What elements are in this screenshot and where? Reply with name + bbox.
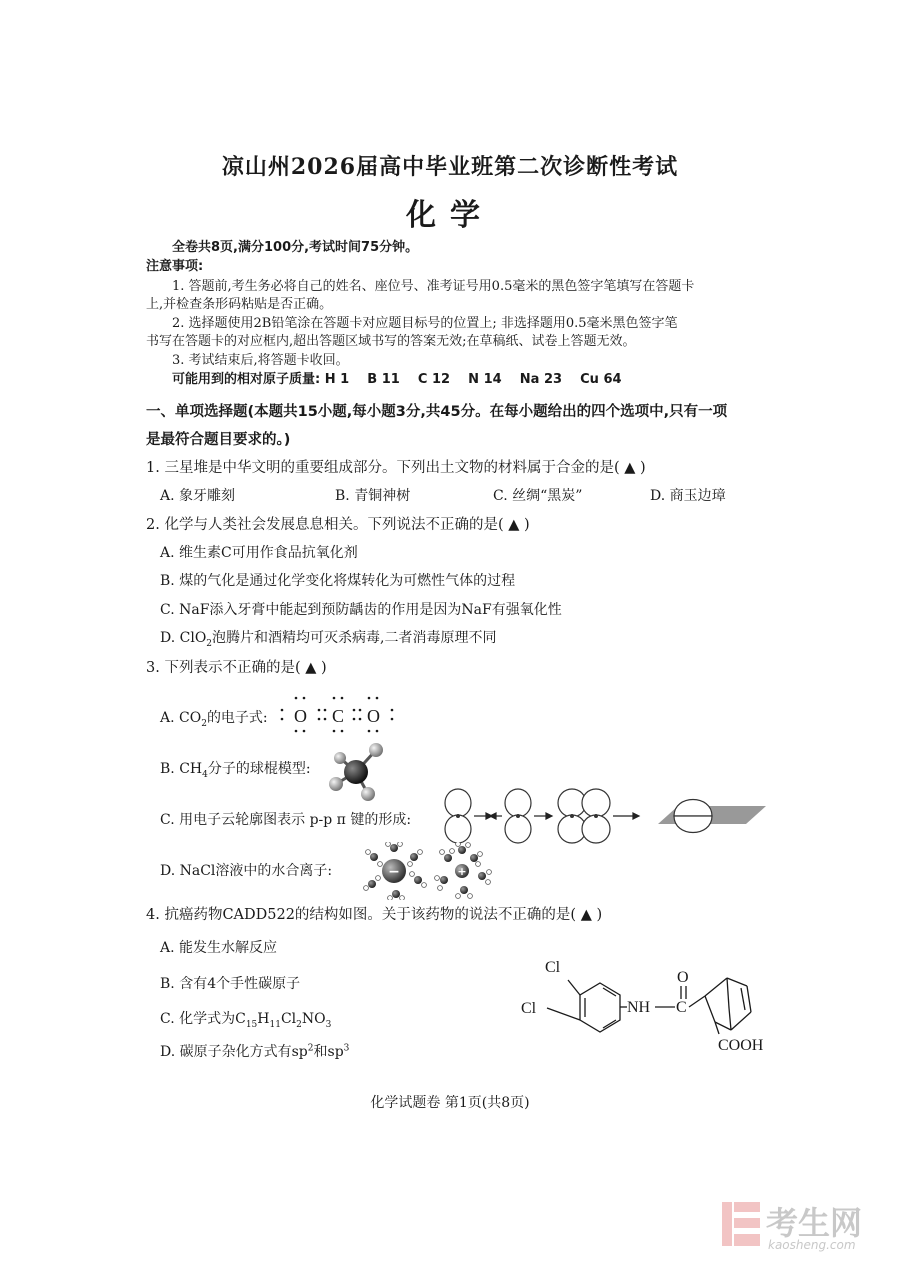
co2-atom-c: C <box>332 706 345 726</box>
exam-info: 全卷共8页,满分100分,考试时间75分钟。 <box>172 240 419 255</box>
atomic-masses: 可能用到的相对原子质量: H 1 B 11 C 12 N 14 Na 23 Cu 64 <box>172 372 622 387</box>
page-footer: 化学试题卷 第1页(共8页) <box>370 1095 530 1111</box>
q4-option-b: B. 含有4个手性碳原子 <box>160 976 301 992</box>
q2-option-b: B. 煤的气化是通过化学变化将煤转化为可燃性气体的过程 <box>160 573 516 589</box>
note-2b: 书写在答题卡的对应框内,超出答题区域书写的答案无效;在草稿纸、试卷上答题无效。 <box>146 334 636 349</box>
q1-option-d: D. 商玉边璋 <box>650 488 726 504</box>
cadd522-structure <box>515 950 785 1060</box>
q1-option-b: B. 青铜神树 <box>335 488 411 504</box>
q4-option-d: D. 碳原子杂化方式有$sp^2$和$sp^3$ <box>160 1043 350 1060</box>
co2-atom-o2: O <box>367 706 380 726</box>
co2-electron-formula <box>262 692 397 736</box>
p-p-pi-bond-diagram <box>438 788 768 844</box>
svg-text:+: + <box>457 865 467 878</box>
svg-text:−: − <box>388 864 400 880</box>
exam-title: 凉山州2026届高中毕业班第二次诊断性考试 <box>221 154 679 180</box>
struct-label-nh: NH <box>627 999 651 1016</box>
q3-option-b: B. $CH_4$分子的球棍模型: <box>160 761 311 780</box>
q1-stem: 1. 三星堆是中华文明的重要组成部分。下列出土文物的材料属于合金的是( ▲ ) <box>146 460 646 476</box>
q3-option-d: D. NaCl溶液中的水合离子: <box>160 863 333 879</box>
q4-option-a: A. 能发生水解反应 <box>160 940 278 956</box>
section-heading-line2: 是最符合题目要求的。) <box>146 432 291 448</box>
q1-option-a: A. 象牙雕刻 <box>160 488 236 504</box>
struct-label-cooh: COOH <box>718 1037 764 1054</box>
struct-label-cl-top: Cl <box>545 959 561 976</box>
note-2a: 2. 选择题使用2B铅笔涂在答题卡对应题目标号的位置上; 非选择题用0.5毫米黑色签字笔 <box>172 316 678 331</box>
q2-option-d: D. ClO$_2$泡腾片和酒精均可灭杀病毒,二者消毒原理不同 <box>160 630 497 649</box>
hydrated-ions-diagram <box>362 842 497 900</box>
section-heading-line1: 一、单项选择题(本题共15小题,每小题3分,共45分。在每小题给出的四个选项中,只有一项 <box>146 404 728 420</box>
q2-stem: 2. 化学与人类社会发展息息相关。下列说法不正确的是( ▲ ) <box>146 517 530 533</box>
kaosheng-logo-icon <box>720 1198 762 1252</box>
q4-option-c: C. 化学式为$C_{15}H_{11}Cl_2NO_3$ <box>160 1011 332 1030</box>
struct-label-c: C <box>676 999 687 1016</box>
ch4-ball-stick-model <box>326 740 390 802</box>
q3-stem: 3. 下列表示不正确的是( ▲ ) <box>146 660 327 676</box>
q2-option-a: A. 维生素C可用作食品抗氧化剂 <box>160 545 358 561</box>
notes-title: 注意事项: <box>146 259 204 274</box>
note-1b: 上,并检查条形码粘贴是否正确。 <box>146 297 333 312</box>
q4-stem: 4. 抗癌药物CADD522的结构如图。关于该药物的说法不正确的是( ▲ ) <box>146 907 603 923</box>
watermark-text: 考生网 <box>766 1204 863 1242</box>
note-1a: 1. 答题前,考生务必将自己的姓名、座位号、准考证号用0.5毫米的黑色签字笔填写在答题卡 <box>172 279 695 294</box>
q1-option-c: C. 丝绸“黑炭” <box>493 488 583 504</box>
q3-option-c: C. 用电子云轮廓图表示 p-p π 键的形成: <box>160 812 412 828</box>
q2-option-c: C. NaF添入牙膏中能起到预防龋齿的作用是因为NaF有强氧化性 <box>160 602 562 618</box>
q3-option-a: A. $CO_2$的电子式: <box>160 710 268 729</box>
subject-title: 化学 <box>406 198 494 233</box>
note-3: 3. 考试结束后,将答题卡收回。 <box>172 353 349 368</box>
struct-label-cl-left: Cl <box>521 1000 537 1017</box>
watermark-url: kaosheng.com <box>768 1238 856 1252</box>
co2-atom-o1: O <box>294 706 307 726</box>
struct-label-o: O <box>677 969 689 986</box>
